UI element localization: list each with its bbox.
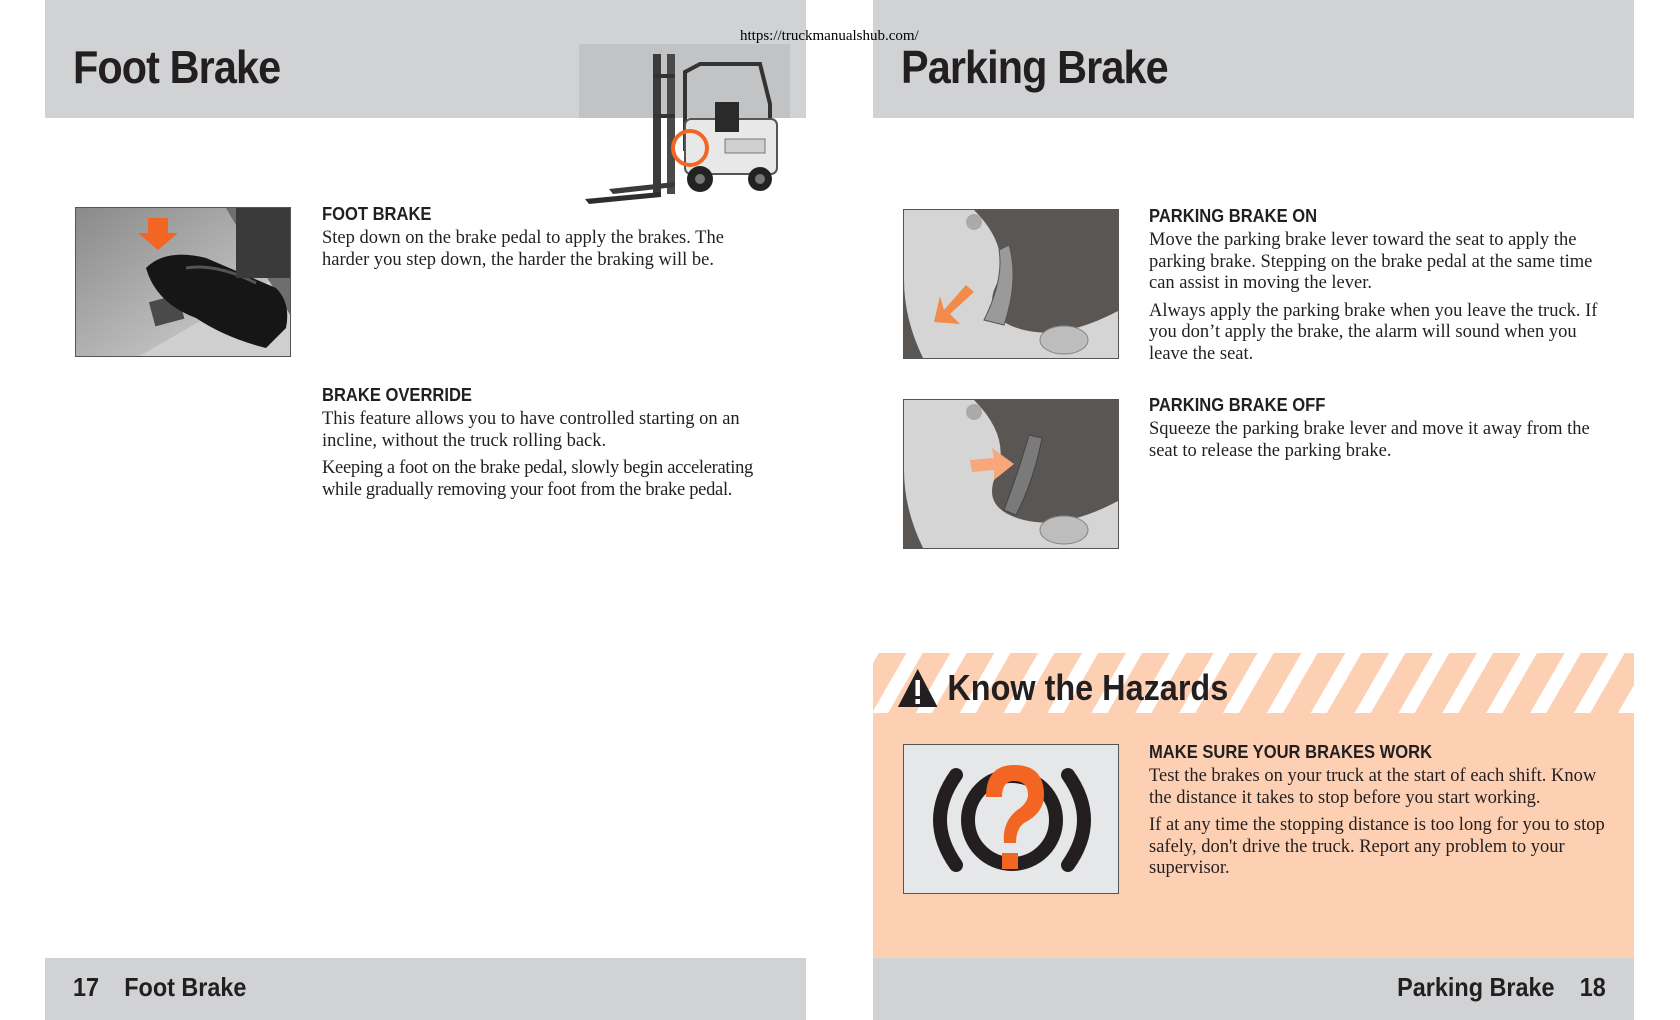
right-page (873, 0, 1634, 1020)
section-heading: MAKE SURE YOUR BRAKES WORK (1149, 742, 1433, 762)
hazard-box (873, 653, 1634, 958)
section-paragraph: If at any time the stopping distance is too long for you to stop safely, don't drive the truck. Report any problem to your supervisor. (1149, 815, 1605, 878)
parking-brake-off-section (1149, 395, 1609, 468)
section-paragraph: Keeping a foot on the brake pedal, slowly begin accelerating while gradually removing your foot from the brake pedal. (322, 458, 753, 500)
footer-label: Foot Brake (124, 972, 247, 1002)
watermark-url[interactable]: https://truckmanualshub.com/ (740, 28, 919, 44)
brake-override-section (322, 385, 772, 507)
foot-brake-photo (75, 207, 291, 357)
footer-label: Parking Brake (1397, 972, 1555, 1002)
section-paragraph: Squeeze the parking brake lever and move it away from the seat to release the parking brake. (1149, 419, 1590, 461)
brake-warning-symbol (903, 744, 1119, 894)
page-number: 18 (1579, 972, 1606, 1002)
left-page (45, 0, 806, 1020)
section-heading: PARKING BRAKE ON (1149, 206, 1318, 226)
hazard-title (897, 663, 1228, 713)
parking-brake-off-photo (903, 399, 1119, 549)
page-footer (73, 972, 246, 1003)
foot-brake-section (322, 204, 772, 277)
page-title: Foot Brake (73, 41, 281, 93)
forklift-illustration (575, 44, 790, 209)
parking-brake-on-section (1149, 206, 1609, 371)
parking-brake-on-photo (903, 209, 1119, 359)
page-title: Parking Brake (901, 41, 1168, 93)
section-paragraph: Test the brakes on your truck at the start of each shift. Know the distance it takes to stop before you start working. (1149, 766, 1597, 808)
hazard-title-text: Know the Hazards (947, 667, 1229, 708)
section-paragraph: Step down on the brake pedal to apply the brakes. The harder you step down, the harder the braking will be. (322, 228, 724, 270)
hazard-section (1149, 742, 1609, 886)
section-heading: PARKING BRAKE OFF (1149, 395, 1326, 415)
section-paragraph: Always apply the parking brake when you leave the truck. If you don’t apply the brake, the alarm will sound when you leave the seat. (1149, 300, 1598, 364)
page-number: 17 (73, 972, 100, 1002)
warning-icon (897, 667, 938, 709)
section-paragraph: This feature allows you to have controlled starting on an incline, without the truck rolling back. (322, 409, 740, 451)
section-heading: BRAKE OVERRIDE (322, 385, 472, 405)
page-footer (1397, 972, 1606, 1003)
section-heading: FOOT BRAKE (322, 204, 432, 224)
section-paragraph: Move the parking brake lever toward the seat to apply the parking brake. Stepping on the brake pedal at the same time can assist in moving the lever. (1149, 230, 1593, 293)
